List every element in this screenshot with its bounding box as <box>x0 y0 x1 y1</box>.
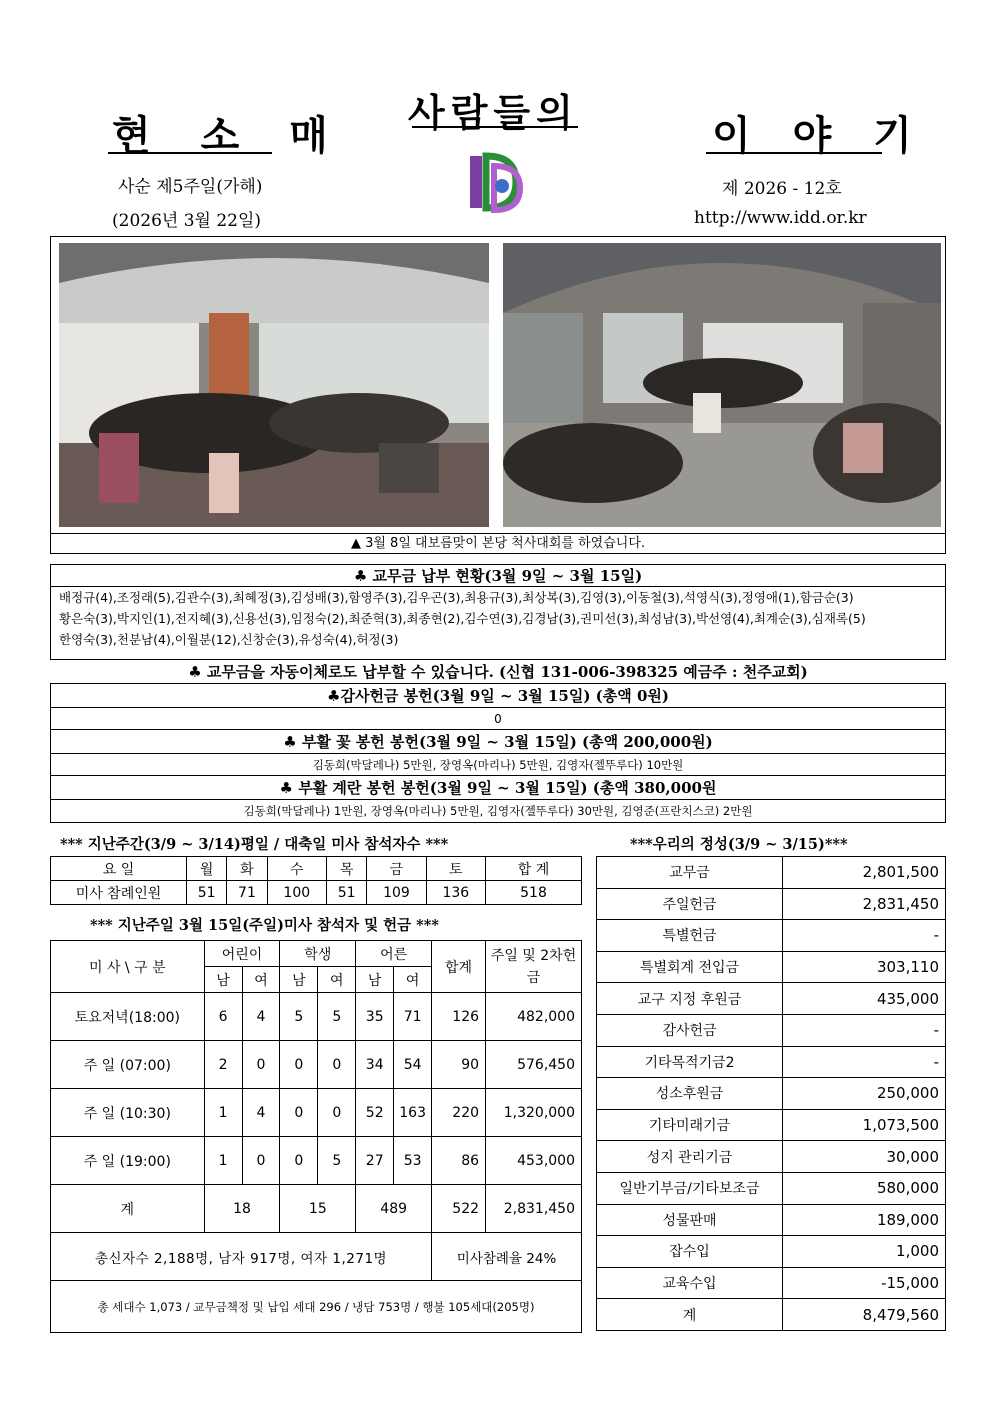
table-row <box>51 1281 582 1333</box>
header-cell: 목 <box>326 857 366 881</box>
fund-value: - <box>783 1046 946 1078</box>
mass-label: 주 일 (19:00) <box>51 1137 205 1185</box>
fund-value: 1,000 <box>783 1236 946 1268</box>
value-cell: 54 <box>394 1041 432 1089</box>
fund-label: 성물판매 <box>597 1204 783 1236</box>
value-cell: 2 <box>204 1041 242 1089</box>
header-cell: 토 <box>426 857 485 881</box>
value-cell: 1 <box>204 1089 242 1137</box>
fund-value: 1,073,500 <box>783 1109 946 1141</box>
table-row <box>597 1141 946 1173</box>
fund-label: 교구 지정 후원금 <box>597 983 783 1015</box>
value-cell: 0 <box>242 1137 280 1185</box>
sum-adult: 489 <box>356 1185 432 1233</box>
header-cell: 합 계 <box>486 857 582 881</box>
header-right-title: 이 야 기 <box>712 112 926 159</box>
table-row <box>597 1172 946 1204</box>
table-row <box>51 1185 582 1233</box>
header-left-title: 현 소 매 <box>112 112 346 159</box>
value-cell: 0 <box>280 1137 318 1185</box>
value-cell: 71 <box>394 993 432 1041</box>
value-cell: 482,000 <box>486 993 582 1041</box>
header-cell: 금 <box>367 857 426 881</box>
sum-student: 15 <box>280 1185 356 1233</box>
table-row <box>597 1299 946 1331</box>
value-cell: 0 <box>280 1041 318 1089</box>
table-row <box>597 1109 946 1141</box>
dues-title: ♣ 교무금 납부 현황(3월 9일 ~ 3월 15일) <box>51 565 945 587</box>
table-row <box>51 941 582 967</box>
value-cell: 27 <box>356 1137 394 1185</box>
value-cell: 51 <box>187 881 227 905</box>
value-cell: 86 <box>432 1137 486 1185</box>
thanks-offering-content: 0 <box>51 708 945 730</box>
male-header: 남 <box>356 967 394 993</box>
weekday-mass-table <box>50 856 582 905</box>
issue-date: (2026년 3월 22일) <box>112 211 262 231</box>
fund-label: 기타목적기금2 <box>597 1046 783 1078</box>
row-label: 미사 참례인원 <box>51 881 187 905</box>
dues-line: 배정규(4),조정래(5),김관수(3),최혜정(3),김성배(3),함영주(3),김우곤(3),최용규(3),최상복(3),김영(3),이동철(3),석영식(3),정영애(1),함금순(3) <box>59 590 854 605</box>
fund-value: 2,831,450 <box>783 888 946 920</box>
value-cell: 1 <box>204 1137 242 1185</box>
easter-flower-title: ♣ 부활 꽃 봉헌 봉헌(3월 9일 ~ 3월 15일) (총액 200,000원) <box>51 730 945 754</box>
value-cell: 0 <box>318 1041 356 1089</box>
value-cell: 136 <box>426 881 485 905</box>
value-cell: 4 <box>242 993 280 1041</box>
fund-value: 30,000 <box>783 1141 946 1173</box>
fund-value: -15,000 <box>783 1267 946 1299</box>
believers-count: 총신자수 2,188명, 남자 917명, 여자 1,271명 <box>51 1233 432 1281</box>
dues-line: 한영숙(3),천분남(4),이월분(12),신창순(3),유성숙(4),허정(3) <box>59 632 399 647</box>
table-row <box>597 857 946 889</box>
dues-line: 황은숙(3),박지인(1),전지혜(3),신용선(3),임정숙(2),최준혁(3),최종현(2),김수연(3),김경남(3),권미선(3),최성남(3),박선영(4),최계순(3),심재록(5) <box>59 611 866 626</box>
header-cell: 요 일 <box>51 857 187 881</box>
value-cell: 51 <box>326 881 366 905</box>
value-cell: 35 <box>356 993 394 1041</box>
child-header: 어린이 <box>204 941 280 967</box>
total-header: 합계 <box>432 941 486 993</box>
auto-transfer-notice: ♣ 교무금을 자동이체로도 납부할 수 있습니다. (신협 131-006-398325 예금주 : 천주교회) <box>188 663 808 681</box>
female-header: 여 <box>242 967 280 993</box>
value-cell: 0 <box>242 1041 280 1089</box>
households-info: 총 세대수 1,073 / 교무금책정 및 납입 세대 296 / 냉담 753명 / 행불 105세대(205명) <box>51 1281 582 1333</box>
center-title-underline <box>412 126 578 128</box>
female-header: 여 <box>394 967 432 993</box>
fund-value: 8,479,560 <box>783 1299 946 1331</box>
fund-value: 303,110 <box>783 951 946 983</box>
mass-label: 토요저녁(18:00) <box>51 993 205 1041</box>
sum-label: 계 <box>51 1185 205 1233</box>
header-cell: 화 <box>227 857 267 881</box>
value-cell: 5 <box>280 993 318 1041</box>
liturgical-sunday: 사순 제5주일(가해) <box>118 177 263 197</box>
fund-value: 2,801,500 <box>783 857 946 889</box>
photo-frame <box>50 236 946 554</box>
table-row <box>597 1046 946 1078</box>
fund-value: 250,000 <box>783 1078 946 1110</box>
fund-label: 기타미래기금 <box>597 1109 783 1141</box>
value-cell: 4 <box>242 1089 280 1137</box>
value-cell: 6 <box>204 993 242 1041</box>
offering-header: 주일 및 2차헌금 <box>486 941 582 993</box>
table-row <box>597 951 946 983</box>
table-row <box>51 1041 582 1089</box>
value-cell: 90 <box>432 1041 486 1089</box>
event-photo-left <box>59 243 489 527</box>
sum-offering: 2,831,450 <box>486 1185 582 1233</box>
fund-value: - <box>783 1014 946 1046</box>
easter-egg-title: ♣ 부활 계란 봉헌 봉헌(3월 9일 ~ 3월 15일) (총액 380,000원 <box>51 776 945 800</box>
mass-label: 주 일 (10:30) <box>51 1089 205 1137</box>
value-cell: 163 <box>394 1089 432 1137</box>
thanks-offering-title: ♣감사헌금 봉헌(3월 9일 ~ 3월 15일) (총액 0원) <box>51 684 945 708</box>
male-header: 남 <box>204 967 242 993</box>
sunday-mass-table <box>50 940 582 1333</box>
value-cell: 109 <box>367 881 426 905</box>
fund-label: 주일헌금 <box>597 888 783 920</box>
value-cell: 100 <box>267 881 326 905</box>
value-cell: 126 <box>432 993 486 1041</box>
value-cell: 0 <box>280 1089 318 1137</box>
value-cell: 1,320,000 <box>486 1089 582 1137</box>
value-cell: 52 <box>356 1089 394 1137</box>
table-row <box>51 1137 582 1185</box>
table-row <box>597 888 946 920</box>
table-row <box>51 857 582 881</box>
table-row <box>597 1236 946 1268</box>
fund-label: 일반기부금/기타보조금 <box>597 1172 783 1204</box>
offerings-box <box>50 683 946 823</box>
fund-label: 감사헌금 <box>597 1014 783 1046</box>
sincerity-title: ***우리의 정성(3/9 ~ 3/15)*** <box>630 836 848 853</box>
attendance-rate: 미사참례율 24% <box>432 1233 582 1281</box>
table-row <box>597 1078 946 1110</box>
fund-label: 잡수입 <box>597 1236 783 1268</box>
easter-flower-content: 김동희(막달레나) 5만원, 장영옥(마리나) 5만원, 김영자(젤뚜루다) 10만원 <box>51 754 945 776</box>
fund-value: 189,000 <box>783 1204 946 1236</box>
table-row <box>51 993 582 1041</box>
sunday-mass-title: *** 지난주일 3월 15일(주일)미사 참석자 및 헌금 *** <box>90 917 439 934</box>
fund-value: - <box>783 920 946 952</box>
fund-label: 성지 관리기금 <box>597 1141 783 1173</box>
header-center-title: 사람들의 <box>408 90 579 135</box>
fund-label: 계 <box>597 1299 783 1331</box>
fund-label: 특별회계 전입금 <box>597 951 783 983</box>
value-cell: 453,000 <box>486 1137 582 1185</box>
table-row <box>51 1233 582 1281</box>
value-cell: 220 <box>432 1089 486 1137</box>
value-cell: 5 <box>318 993 356 1041</box>
table-row <box>51 881 582 905</box>
male-header: 남 <box>280 967 318 993</box>
table-row <box>597 920 946 952</box>
header-cell: 수 <box>267 857 326 881</box>
fund-value: 435,000 <box>783 983 946 1015</box>
table-row <box>597 983 946 1015</box>
easter-egg-content: 김동희(막달레나) 1만원, 장영옥(마리나) 5만원, 김영자(젤뚜루다) 30만원, 김영준(프란치스코) 2만원 <box>243 804 753 818</box>
category-header: 미 사 \ 구 분 <box>51 941 205 993</box>
table-row <box>597 1014 946 1046</box>
female-header: 여 <box>318 967 356 993</box>
right-title-underline <box>706 152 882 154</box>
table-row <box>51 1089 582 1137</box>
fund-value: 580,000 <box>783 1172 946 1204</box>
sum-total: 522 <box>432 1185 486 1233</box>
left-title-underline <box>108 152 272 154</box>
parish-logo <box>460 148 540 230</box>
table-row <box>597 1204 946 1236</box>
header-cell: 월 <box>187 857 227 881</box>
issue-number: 제 2026 - 12호 <box>722 179 842 199</box>
fund-label: 교무금 <box>597 857 783 889</box>
value-cell: 34 <box>356 1041 394 1089</box>
value-cell: 5 <box>318 1137 356 1185</box>
fund-label: 특별헌금 <box>597 920 783 952</box>
student-header: 학생 <box>280 941 356 967</box>
value-cell: 576,450 <box>486 1041 582 1089</box>
table-row <box>597 1267 946 1299</box>
value-cell: 518 <box>486 881 582 905</box>
dues-box <box>50 564 946 660</box>
sincerity-table <box>596 856 946 1331</box>
weekday-mass-title: *** 지난주간(3/9 ~ 3/14)평일 / 대축일 미사 참석자수 *** <box>60 836 449 853</box>
value-cell: 71 <box>227 881 267 905</box>
fund-label: 교육수입 <box>597 1267 783 1299</box>
sum-child: 18 <box>204 1185 280 1233</box>
website-url[interactable]: http://www.idd.or.kr <box>694 208 867 228</box>
adult-header: 어른 <box>356 941 432 967</box>
event-photo-right <box>503 243 941 527</box>
value-cell: 53 <box>394 1137 432 1185</box>
photo-caption: ▲ 3월 8일 대보름맞이 본당 척사대회를 하였습니다. <box>51 533 945 555</box>
mass-label: 주 일 (07:00) <box>51 1041 205 1089</box>
fund-label: 성소후원금 <box>597 1078 783 1110</box>
value-cell: 0 <box>318 1089 356 1137</box>
